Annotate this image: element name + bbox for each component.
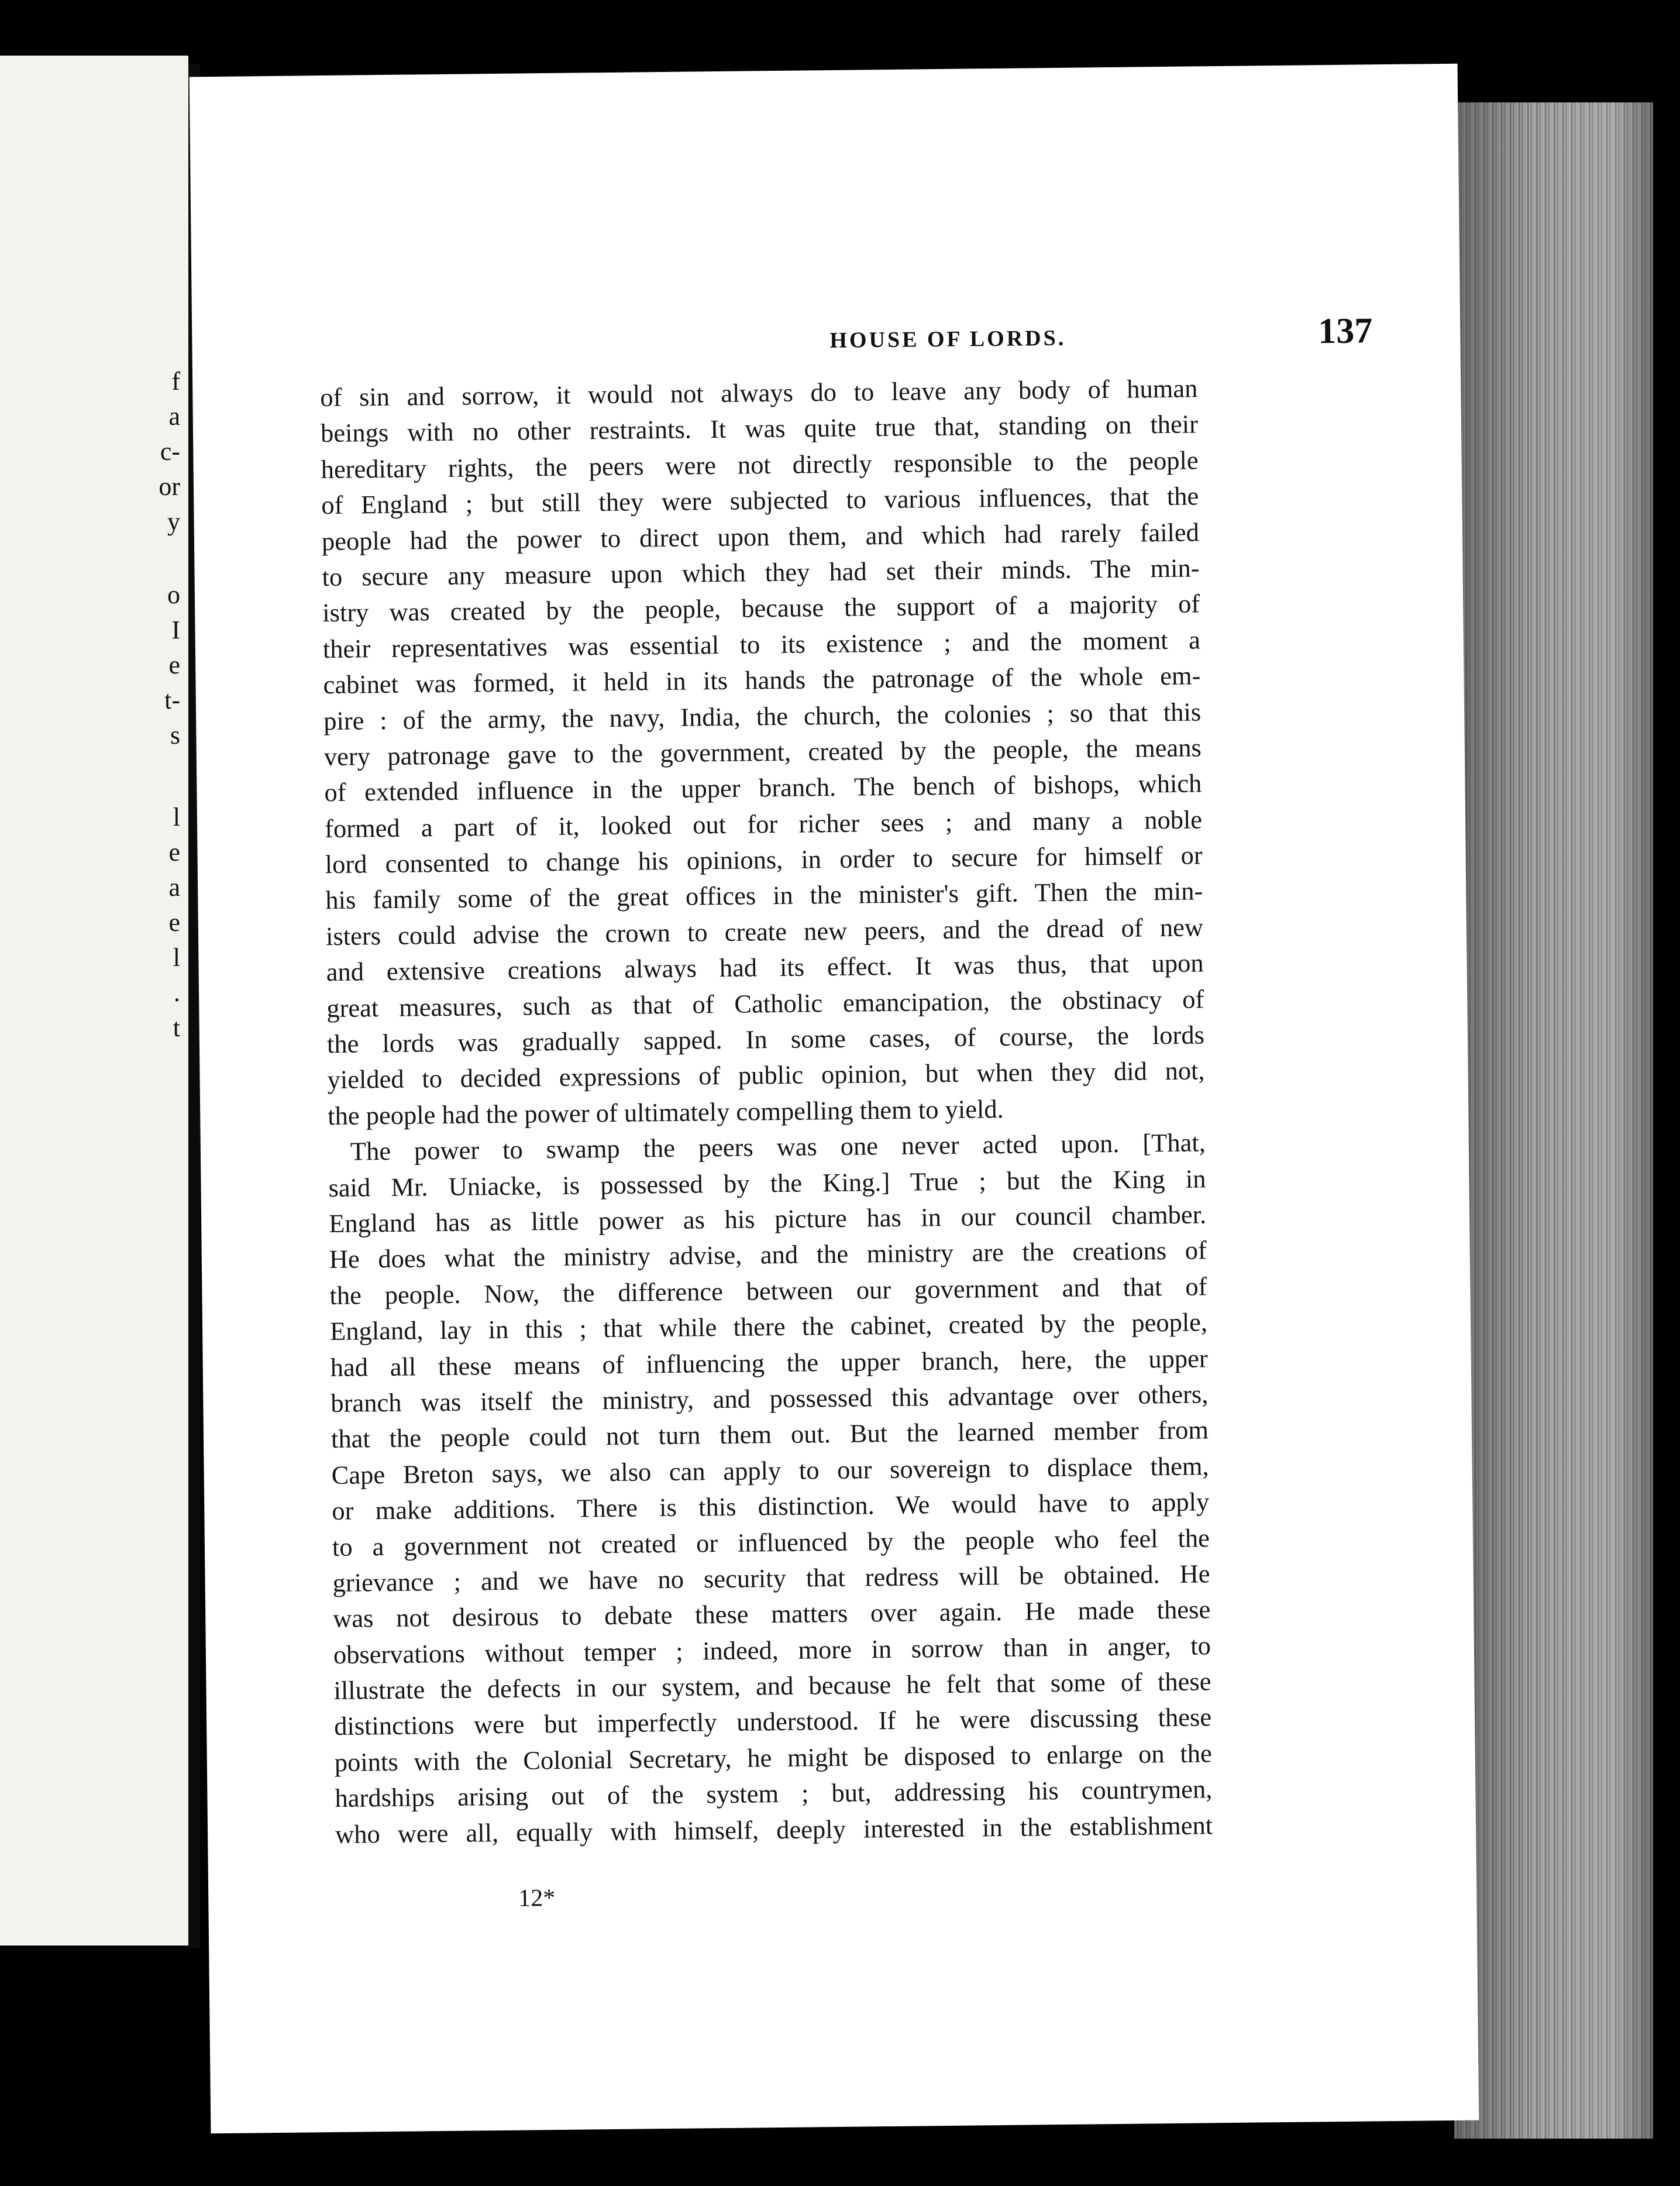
text-line: great measures, such as that of Catholic emancipation, the obstinacy of	[326, 984, 1204, 1023]
text-line: England has as little power as his picture has in our council chamber.	[328, 1199, 1207, 1239]
book-page-edges	[1454, 102, 1653, 2139]
left-page-fragment: or	[159, 472, 180, 501]
left-page-fragment: y	[167, 507, 180, 536]
text-line: branch was itself the ministry, and possessed this advantage over others,	[331, 1379, 1209, 1418]
left-page-fragment: l	[173, 803, 180, 831]
text-line: hardships arising out of the system ; but, addressing his countrymen,	[335, 1774, 1213, 1813]
left-page-fragment: o	[167, 580, 180, 609]
book-page	[190, 64, 1479, 2134]
text-line: formed a part of it, looked out for richer sees ; and many a noble	[324, 805, 1203, 843]
text-line: and extensive creations always had its effect. It was thus, that upon	[326, 948, 1204, 987]
text-line: England, lay in this ; that while there the cabinet, created by the people,	[329, 1307, 1208, 1346]
left-page-fragment: a	[168, 873, 180, 902]
text-line: of extended influence in the upper branch. The bench of bishops, which	[324, 768, 1202, 807]
text-line: distinctions were but imperfectly understood. If he were discussing these	[333, 1702, 1212, 1741]
text-line: istry was created by the people, because the support of a majority of	[322, 589, 1200, 628]
text-line: was not desirous to debate these matters over again. He made these	[332, 1594, 1211, 1634]
left-page-fragment: t-	[164, 686, 180, 714]
left-page-fragment: l	[173, 943, 180, 972]
text-line: pire : of the army, the navy, India, the church, the colonies ; so that this	[323, 696, 1202, 735]
text-line: of England ; but still they were subjected to various influences, that the	[321, 481, 1199, 520]
text-line: cabinet was formed, it held in its hands the patronage of the whole em-	[323, 661, 1201, 700]
text-line: their representatives was essential to its existence ; and the moment a	[322, 625, 1201, 664]
left-page-fragment: I	[171, 616, 180, 644]
text-line: the people had the power of ultimately compelling them to yield.	[327, 1094, 1004, 1130]
text-line: points with the Colonial Secretary, he might be disposed to enlarge on the	[334, 1738, 1213, 1777]
text-line: beings with no other restraints. It was quite true that, standing on their	[320, 409, 1199, 448]
left-page-fragment: .	[174, 978, 180, 1007]
text-line: his family some of the great offices in the minister's gift. Then the min-	[325, 876, 1203, 915]
left-page-fragment: f	[171, 367, 180, 396]
left-page-fragment: e	[168, 651, 180, 679]
text-line: hereditary rights, the peers were not directly responsible to the people	[321, 445, 1199, 484]
left-page-edge	[0, 56, 188, 1946]
text-line: the lords was gradually sapped. In some cases, of course, the lords	[326, 1020, 1205, 1059]
text-line: observations without temper ; indeed, more in sorrow than in anger, to	[333, 1630, 1211, 1669]
text-line: The power to swamp the peers was one never acted upon. [That,	[350, 1128, 1206, 1166]
left-page-fragment: a	[168, 402, 180, 431]
text-line: Cape Breton says, we also can apply to our sovereign to displace them,	[331, 1451, 1209, 1490]
text-line: people had the power to direct upon them, and which had rarely failed	[321, 517, 1200, 556]
text-line: lord consented to change his opinions, in order to secure for himself or	[325, 840, 1203, 879]
text-line: yielded to decided expressions of public opinion, but when they did not,	[327, 1056, 1205, 1095]
text-line: that the people could not turn them out. But the learned member from	[331, 1415, 1209, 1454]
page-number: 137	[1317, 311, 1373, 352]
text-line: to secure any measure upon which they had set their minds. The min-	[322, 553, 1200, 592]
text-line: grievance ; and we have no security that redress will be obtained. He	[332, 1559, 1210, 1597]
left-page-fragment: e	[168, 908, 180, 937]
running-head	[631, 311, 1373, 365]
text-line: to a government not created or influenced by the people who feel the	[332, 1522, 1210, 1562]
text-line: of sin and sorrow, it would not always do to leave any body of human	[320, 373, 1198, 413]
text-line: He does what the ministry advise, and the ministry are the creations of	[329, 1235, 1207, 1274]
left-page-fragment: c-	[160, 437, 180, 466]
left-page-fragment: t	[173, 1013, 180, 1042]
signature-mark: 12*	[518, 1885, 556, 1912]
text-line: said Mr. Uniacke, is possessed by the King.] True ; but the King in	[328, 1163, 1206, 1202]
text-line: who were all, equally with himself, deeply interested in the establishment	[335, 1810, 1213, 1849]
text-line: or make additions. There is this distinction. We would have to apply	[332, 1487, 1210, 1526]
left-page-fragment: s	[170, 721, 180, 750]
text-line: had all these means of influencing the upper branch, here, the upper	[330, 1343, 1208, 1382]
text-line: very patronage gave to the government, created by the people, the means	[323, 733, 1202, 772]
running-title: HOUSE OF LORDS.	[829, 325, 1066, 353]
body-text	[320, 370, 1213, 1852]
left-page-fragment: e	[168, 838, 180, 867]
text-line: isters could advise the crown to create new peers, and the dread of new	[325, 912, 1204, 951]
text-line: illustrate the defects in our system, and because he felt that some of these	[333, 1666, 1211, 1706]
text-line: the people. Now, the difference between our government and that of	[329, 1271, 1207, 1310]
